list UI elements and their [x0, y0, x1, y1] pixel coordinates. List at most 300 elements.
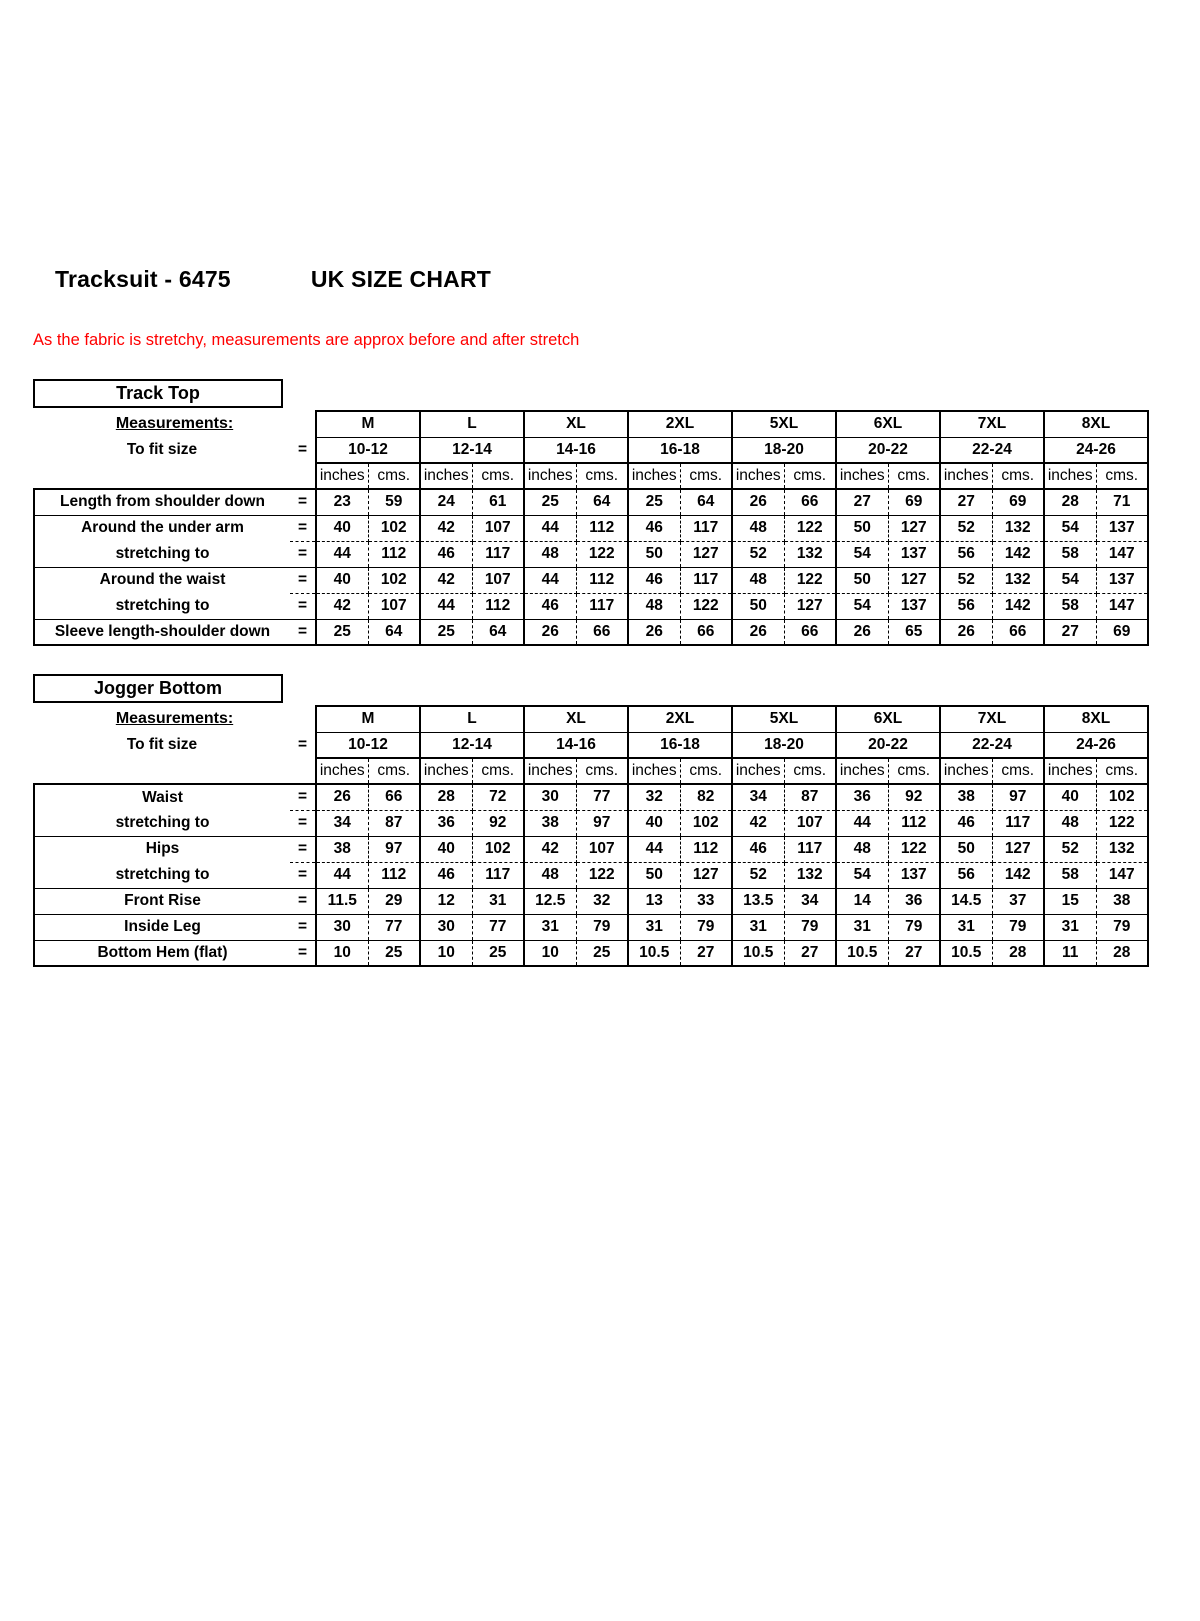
equals-cell: = — [290, 888, 316, 914]
value-cms: 66 — [680, 619, 732, 645]
measurement-row — [34, 810, 1148, 836]
value-inches: 31 — [836, 914, 888, 940]
stretch-note: As the fabric is stretchy, measurements are approx before and after stretch — [33, 331, 580, 349]
measurement-label: stretching to — [34, 593, 290, 619]
unit-label-cms: cms. — [472, 758, 524, 784]
value-inches: 48 — [732, 515, 784, 541]
measurements-cell — [34, 706, 316, 732]
size-col-header: XL — [524, 411, 628, 437]
value-inches: 26 — [732, 619, 784, 645]
equals-cell: = — [290, 914, 316, 940]
value-inches: 44 — [524, 515, 576, 541]
value-cms: 69 — [992, 489, 1044, 515]
unit-label-inches: inches — [420, 758, 472, 784]
measurement-label: stretching to — [34, 541, 290, 567]
value-inches: 10 — [316, 940, 368, 966]
value-cms: 112 — [472, 593, 524, 619]
unit-label-inches: inches — [1044, 463, 1096, 489]
value-cms: 79 — [680, 914, 732, 940]
equals-cell: = — [290, 784, 316, 810]
value-inches: 58 — [1044, 862, 1096, 888]
measurement-row — [34, 489, 1148, 515]
value-cms: 79 — [992, 914, 1044, 940]
measurement-row — [34, 836, 1148, 862]
value-cms: 127 — [680, 541, 732, 567]
value-inches: 10.5 — [628, 940, 680, 966]
value-inches: 27 — [940, 489, 992, 515]
value-cms: 59 — [368, 489, 420, 515]
value-cms: 132 — [992, 567, 1044, 593]
value-inches: 48 — [524, 541, 576, 567]
value-cms: 79 — [888, 914, 940, 940]
value-cms: 142 — [992, 862, 1044, 888]
value-inches: 10 — [524, 940, 576, 966]
unit-label-cms: cms. — [368, 758, 420, 784]
value-cms: 122 — [784, 567, 836, 593]
value-cms: 112 — [368, 541, 420, 567]
value-inches: 44 — [836, 810, 888, 836]
measurement-row — [34, 619, 1148, 645]
value-cms: 27 — [784, 940, 836, 966]
value-inches: 50 — [836, 567, 888, 593]
value-inches: 52 — [732, 862, 784, 888]
measurements-label: Measurements: — [115, 415, 234, 432]
value-inches: 13 — [628, 888, 680, 914]
value-cms: 132 — [992, 515, 1044, 541]
measurement-row — [34, 940, 1148, 966]
value-cms: 122 — [888, 836, 940, 862]
equals-spacer — [290, 758, 316, 784]
value-cms: 132 — [784, 862, 836, 888]
page-title — [33, 266, 1200, 293]
value-cms: 137 — [1096, 515, 1148, 541]
value-inches: 14.5 — [940, 888, 992, 914]
value-inches: 44 — [420, 593, 472, 619]
equals-cell: = — [290, 619, 316, 645]
value-cms: 117 — [784, 836, 836, 862]
unit-label-cms: cms. — [784, 758, 836, 784]
value-inches: 30 — [524, 784, 576, 810]
unit-label-cms: cms. — [1096, 463, 1148, 489]
value-inches: 46 — [628, 567, 680, 593]
value-inches: 46 — [940, 810, 992, 836]
value-inches: 46 — [732, 836, 784, 862]
value-inches: 10.5 — [836, 940, 888, 966]
value-cms: 137 — [888, 593, 940, 619]
value-inches: 56 — [940, 593, 992, 619]
equals-spacer — [290, 463, 316, 489]
to-fit-size-label: To fit size — [126, 736, 198, 753]
section-title: Jogger Bottom — [94, 678, 222, 698]
size-col-header: M — [316, 411, 420, 437]
value-cms: 127 — [992, 836, 1044, 862]
value-cms: 79 — [576, 914, 628, 940]
fit-range-cell: 24-26 — [1044, 437, 1148, 463]
value-inches: 54 — [836, 541, 888, 567]
fit-range-cell: 16-18 — [628, 437, 732, 463]
value-inches: 50 — [628, 541, 680, 567]
value-inches: 31 — [524, 914, 576, 940]
value-cms: 137 — [888, 862, 940, 888]
unit-label-cms: cms. — [992, 463, 1044, 489]
measurement-label: Around the waist — [34, 567, 290, 593]
value-inches: 38 — [940, 784, 992, 810]
fit-range-cell: 22-24 — [940, 437, 1044, 463]
value-inches: 25 — [524, 489, 576, 515]
equals-cell: = — [290, 489, 316, 515]
unit-label-cms: cms. — [1096, 758, 1148, 784]
value-inches: 12.5 — [524, 888, 576, 914]
value-inches: 26 — [316, 784, 368, 810]
value-cms: 97 — [992, 784, 1044, 810]
unit-label-cms: cms. — [680, 758, 732, 784]
value-cms: 102 — [368, 515, 420, 541]
equals-cell: = — [290, 940, 316, 966]
value-cms: 142 — [992, 541, 1044, 567]
value-inches: 26 — [940, 619, 992, 645]
value-inches: 25 — [420, 619, 472, 645]
measurement-row — [34, 567, 1148, 593]
value-inches: 58 — [1044, 593, 1096, 619]
value-inches: 54 — [836, 862, 888, 888]
value-inches: 11 — [1044, 940, 1096, 966]
value-cms: 117 — [680, 567, 732, 593]
value-cms: 147 — [1096, 862, 1148, 888]
value-cms: 77 — [576, 784, 628, 810]
value-cms: 102 — [472, 836, 524, 862]
value-inches: 27 — [1044, 619, 1096, 645]
section-track-top — [33, 379, 1200, 646]
value-cms: 25 — [368, 940, 420, 966]
fit-range-cell: 20-22 — [836, 437, 940, 463]
unit-label-inches: inches — [940, 463, 992, 489]
value-inches: 42 — [732, 810, 784, 836]
product-title: Tracksuit - 6475 — [55, 266, 231, 292]
value-inches: 25 — [316, 619, 368, 645]
value-inches: 48 — [732, 567, 784, 593]
equals-cell: = — [290, 515, 316, 541]
value-cms: 112 — [576, 515, 628, 541]
measurement-row — [34, 784, 1148, 810]
value-inches: 50 — [836, 515, 888, 541]
value-inches: 26 — [836, 619, 888, 645]
value-inches: 14 — [836, 888, 888, 914]
value-cms: 122 — [1096, 810, 1148, 836]
unit-label-cms: cms. — [680, 463, 732, 489]
size-col-header: 8XL — [1044, 706, 1148, 732]
unit-label-cms: cms. — [992, 758, 1044, 784]
value-inches: 52 — [1044, 836, 1096, 862]
value-inches: 44 — [628, 836, 680, 862]
value-cms: 33 — [680, 888, 732, 914]
fit-range-cell: 10-12 — [316, 732, 420, 758]
value-cms: 25 — [576, 940, 628, 966]
value-inches: 28 — [1044, 489, 1096, 515]
size-col-header: 7XL — [940, 411, 1044, 437]
value-inches: 56 — [940, 541, 992, 567]
equals-cell: = — [290, 593, 316, 619]
size-table — [33, 705, 1149, 967]
value-inches: 48 — [628, 593, 680, 619]
value-cms: 27 — [888, 940, 940, 966]
value-inches: 40 — [316, 567, 368, 593]
section-title-box — [33, 379, 283, 408]
unit-label-cms: cms. — [888, 758, 940, 784]
value-inches: 30 — [316, 914, 368, 940]
measurement-label: stretching to — [34, 810, 290, 836]
fit-range-cell: 12-14 — [420, 437, 524, 463]
value-cms: 31 — [472, 888, 524, 914]
unit-label-inches: inches — [628, 463, 680, 489]
value-inches: 52 — [732, 541, 784, 567]
value-inches: 31 — [1044, 914, 1096, 940]
value-inches: 40 — [316, 515, 368, 541]
measurement-row — [34, 515, 1148, 541]
value-cms: 25 — [472, 940, 524, 966]
value-cms: 122 — [784, 515, 836, 541]
value-inches: 44 — [316, 862, 368, 888]
unit-label-cms: cms. — [472, 463, 524, 489]
equals-cell: = — [290, 541, 316, 567]
value-inches: 34 — [732, 784, 784, 810]
measurement-label: Bottom Hem (flat) — [34, 940, 290, 966]
value-cms: 37 — [992, 888, 1044, 914]
value-inches: 48 — [524, 862, 576, 888]
measurement-label: Hips — [34, 836, 290, 862]
value-cms: 66 — [368, 784, 420, 810]
value-inches: 48 — [1044, 810, 1096, 836]
unit-label-inches: inches — [836, 758, 888, 784]
measurement-label: Waist — [34, 784, 290, 810]
value-cms: 147 — [1096, 593, 1148, 619]
fit-range-cell: 16-18 — [628, 732, 732, 758]
equals-cell: = — [290, 836, 316, 862]
value-cms: 117 — [680, 515, 732, 541]
value-inches: 10.5 — [940, 940, 992, 966]
value-cms: 127 — [680, 862, 732, 888]
value-inches: 42 — [316, 593, 368, 619]
value-cms: 29 — [368, 888, 420, 914]
size-col-header: 8XL — [1044, 411, 1148, 437]
size-col-header: 6XL — [836, 706, 940, 732]
unit-label-inches: inches — [316, 463, 368, 489]
unit-label-cms: cms. — [784, 463, 836, 489]
value-inches: 52 — [940, 515, 992, 541]
size-col-header: 2XL — [628, 706, 732, 732]
value-inches: 44 — [316, 541, 368, 567]
size-col-header: L — [420, 706, 524, 732]
value-cms: 64 — [576, 489, 628, 515]
unit-label-inches: inches — [524, 463, 576, 489]
value-inches: 26 — [732, 489, 784, 515]
measurements-label: Measurements: — [115, 710, 234, 727]
size-col-header: L — [420, 411, 524, 437]
measurement-label: stretching to — [34, 862, 290, 888]
to-fit-size-label: To fit size — [126, 441, 198, 458]
value-cms: 97 — [368, 836, 420, 862]
value-cms: 77 — [472, 914, 524, 940]
track-top-table-holder — [33, 410, 1200, 646]
value-cms: 66 — [992, 619, 1044, 645]
size-col-header: M — [316, 706, 420, 732]
value-cms: 82 — [680, 784, 732, 810]
jogger-bottom-table-holder — [33, 705, 1200, 967]
value-cms: 137 — [888, 541, 940, 567]
value-inches: 28 — [420, 784, 472, 810]
value-inches: 50 — [940, 836, 992, 862]
unit-label-cms: cms. — [368, 463, 420, 489]
value-cms: 102 — [680, 810, 732, 836]
value-inches: 46 — [420, 541, 472, 567]
measurement-row — [34, 862, 1148, 888]
value-cms: 69 — [888, 489, 940, 515]
measurement-label: Around the under arm — [34, 515, 290, 541]
equals-cell: = — [290, 567, 316, 593]
value-inches: 26 — [628, 619, 680, 645]
section-jogger-bottom — [33, 674, 1200, 967]
measurement-label: Front Rise — [34, 888, 290, 914]
size-col-header: 6XL — [836, 411, 940, 437]
unit-label-inches: inches — [316, 758, 368, 784]
value-cms: 102 — [1096, 784, 1148, 810]
fit-range-cell: 14-16 — [524, 732, 628, 758]
value-inches: 11.5 — [316, 888, 368, 914]
value-inches: 42 — [524, 836, 576, 862]
measurement-row — [34, 914, 1148, 940]
label-spacer — [34, 758, 290, 784]
size-col-header: 5XL — [732, 411, 836, 437]
value-inches: 50 — [628, 862, 680, 888]
measurement-row — [34, 593, 1148, 619]
value-cms: 66 — [576, 619, 628, 645]
value-cms: 107 — [472, 515, 524, 541]
value-inches: 42 — [420, 515, 472, 541]
unit-label-cms: cms. — [576, 463, 628, 489]
value-cms: 77 — [368, 914, 420, 940]
value-cms: 122 — [576, 862, 628, 888]
fit-range-cell: 10-12 — [316, 437, 420, 463]
value-cms: 69 — [1096, 619, 1148, 645]
value-cms: 32 — [576, 888, 628, 914]
value-inches: 46 — [628, 515, 680, 541]
value-inches: 23 — [316, 489, 368, 515]
value-cms: 79 — [784, 914, 836, 940]
value-inches: 46 — [524, 593, 576, 619]
equals-cell: = — [290, 810, 316, 836]
value-cms: 117 — [992, 810, 1044, 836]
value-cms: 102 — [368, 567, 420, 593]
unit-label-inches: inches — [732, 463, 784, 489]
value-cms: 112 — [680, 836, 732, 862]
value-inches: 34 — [316, 810, 368, 836]
value-inches: 12 — [420, 888, 472, 914]
value-inches: 36 — [420, 810, 472, 836]
value-cms: 127 — [888, 567, 940, 593]
fit-range-cell: 14-16 — [524, 437, 628, 463]
value-cms: 65 — [888, 619, 940, 645]
fit-range-cell: 20-22 — [836, 732, 940, 758]
size-col-header: 2XL — [628, 411, 732, 437]
value-cms: 142 — [992, 593, 1044, 619]
value-inches: 31 — [940, 914, 992, 940]
section-title: Track Top — [116, 383, 200, 403]
value-inches: 56 — [940, 862, 992, 888]
value-inches: 54 — [1044, 567, 1096, 593]
value-inches: 10 — [420, 940, 472, 966]
fit-range-cell: 24-26 — [1044, 732, 1148, 758]
measurement-label: Inside Leg — [34, 914, 290, 940]
size-col-header: XL — [524, 706, 628, 732]
value-cms: 28 — [992, 940, 1044, 966]
size-table — [33, 410, 1149, 646]
value-cms: 132 — [784, 541, 836, 567]
value-cms: 127 — [888, 515, 940, 541]
equals-sign: = — [297, 441, 308, 458]
value-inches: 46 — [420, 862, 472, 888]
value-inches: 40 — [420, 836, 472, 862]
value-cms: 107 — [472, 567, 524, 593]
fit-range-cell: 22-24 — [940, 732, 1044, 758]
fit-range-cell: 18-20 — [732, 732, 836, 758]
value-cms: 71 — [1096, 489, 1148, 515]
value-cms: 117 — [472, 862, 524, 888]
value-cms: 122 — [576, 541, 628, 567]
value-cms: 107 — [576, 836, 628, 862]
value-inches: 31 — [732, 914, 784, 940]
value-cms: 27 — [680, 940, 732, 966]
value-cms: 64 — [368, 619, 420, 645]
measurement-label: Sleeve length-shoulder down — [34, 619, 290, 645]
value-cms: 64 — [680, 489, 732, 515]
value-cms: 112 — [888, 810, 940, 836]
unit-label-cms: cms. — [888, 463, 940, 489]
value-cms: 112 — [576, 567, 628, 593]
value-cms: 137 — [1096, 567, 1148, 593]
unit-label-inches: inches — [732, 758, 784, 784]
value-cms: 87 — [784, 784, 836, 810]
value-inches: 26 — [524, 619, 576, 645]
value-inches: 38 — [524, 810, 576, 836]
size-col-header: 5XL — [732, 706, 836, 732]
value-cms: 112 — [368, 862, 420, 888]
unit-label-inches: inches — [628, 758, 680, 784]
value-inches: 42 — [420, 567, 472, 593]
value-cms: 66 — [784, 489, 836, 515]
value-inches: 54 — [1044, 515, 1096, 541]
value-inches: 40 — [1044, 784, 1096, 810]
value-inches: 54 — [836, 593, 888, 619]
value-inches: 30 — [420, 914, 472, 940]
measurements-cell — [34, 411, 316, 437]
value-inches: 58 — [1044, 541, 1096, 567]
fit-range-cell: 18-20 — [732, 437, 836, 463]
value-cms: 34 — [784, 888, 836, 914]
value-cms: 38 — [1096, 888, 1148, 914]
value-cms: 117 — [576, 593, 628, 619]
value-cms: 92 — [888, 784, 940, 810]
value-cms: 66 — [784, 619, 836, 645]
value-inches: 10.5 — [732, 940, 784, 966]
value-inches: 36 — [836, 784, 888, 810]
value-cms: 127 — [784, 593, 836, 619]
unit-label-inches: inches — [524, 758, 576, 784]
value-cms: 92 — [472, 810, 524, 836]
size-col-header: 7XL — [940, 706, 1044, 732]
unit-label-inches: inches — [836, 463, 888, 489]
value-cms: 107 — [368, 593, 420, 619]
value-cms: 28 — [1096, 940, 1148, 966]
value-inches: 15 — [1044, 888, 1096, 914]
